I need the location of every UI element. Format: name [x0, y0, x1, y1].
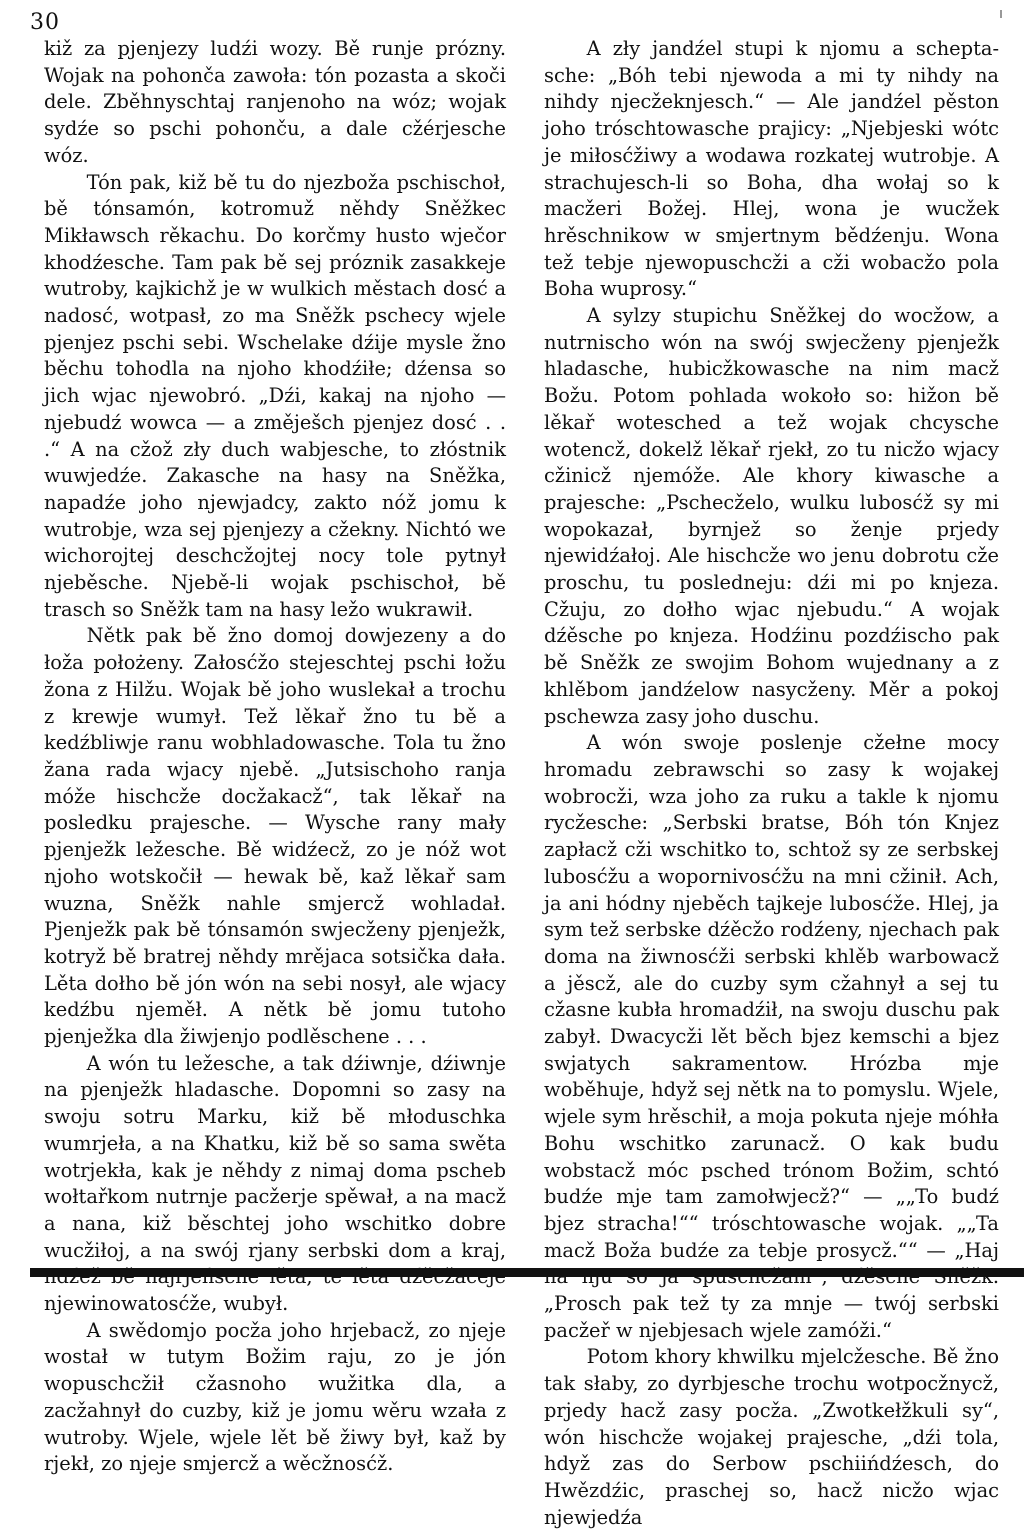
margin-mark — [1000, 10, 1002, 18]
paragraph: A wón tu ležesche, a tak dźiwnje, dźiwnje na pjenježk hladasche. Dopomni so zasy na swoju sotru Marku, kiž bě młoduschka wumrjeła, a na Khatku, kiž bě so sama swěta wotrjekła, kak je něhdy z nimaj doma pscheb wołtařkom nutrnje pacžerje spěwał, a na macž a nana, kiž běschtej joho wschitko dobre wucžiłoj, a na swój rjany serbski dom a kraj, njewinowatosćže, wubył. — [44, 1051, 506, 1316]
paragraph: Tón pak, kiž bě tu do njezboža pschischoł, bě tónsamón, kotromuž něhdy Sněžkec Mikławsch rěkachu. Do korčmy husto wječor khodźesche. Tam pak bě sej próznik zasakkeje wutroby, kajkichž je w wulkich městach dosć a nadosć, wotpasł, zo ma Sněžk pschecy wjele pjenjez pschi sebi. Wschelake dźije mysle žno běchu tohodla na njoho khodźiłe; dźensa so jich wjac njewobró. „Dźi, kakaj na njoho — njebudź wowca — a změješch pjenjez dosć . . .“ A na cžož zły duch wabjesche, to złóstnik wuwjedźe. Zakasche na hasy na Sněžka, napadźe joho njewjadcy, zakto nóž jomu k wutrobje, wza sej pjenjezy a cžekny. Nichtó we wichorojtej deschcžojtej nocy tole pytnył njeběsche. Njebě-li wojak pschischoł, bě trasch so Sněžk tam na hasy ležo wukrawił. — [44, 170, 506, 621]
left-column — [44, 36, 506, 1478]
paragraph: A wón swoje poslenje cžełne mocy hromadu zebrawschi so zasy k wojakej wobrocži, wza joho za ruku a takle k njomu rycžesche: „Serbski bratse, Bóh tón Knjez zapłacž cži wschitko to, schtož sy ze serbskej lubosćžu a wopornivosćžu na mni cžinił. Ach, ja ani hódny njeběch tajkeje lubosćže. Hlej, ja sym tež serbske dźěcžo rodźeny, njechach pak doma na žiwnosćži serbski khlěb warbowacž a jěscž, ale do cuzby sym cžahnył a sej tu cžasne kubła hromadźił, na swoju duschu pak zabył. Dwacycži lět běch bjez kemschi a bjez swjatych sakramentow. Hrózba mje woběhuje, hdyž sej nětk na to pomyslu. Wjele, wjele sym hrěschił, a moja pokuta njeje móhła Bohu wschitko zarunacž. O kak budu wobstacž móc psched trónom Božim, schtó budźe mje tam zamołwjecž?“ — „„To budź bjez stracha!““ tróschtowasche wojak. „„Ta macž Boža budźe za tebje prosycž.““ — „Haj „Prosch pak tež ty za mnje — twój serbski pacžeř w njebjesach wjele zamóži.“ — [544, 731, 999, 1342]
right-column — [544, 36, 999, 1531]
paragraph: A swědomjo pocža joho hrjebacž, zo njeje wostał w tutym Božim raju, zo je jón wopuschcžił cžasnoho wužitka dla, a zacžahnył do cuzby, kiž je jomu wěru wzała z wutroby. Wjele, wjele lět bě žiwy był, kaž by rjekł, zo njeje smjercž a wěcžnosćž. — [44, 1318, 506, 1476]
paragraph: Potom khory khwilku mjelcžesche. Bě žno tak słaby, zo dyrbjesche trochu wotpocžnycž, prjedy hacž zasy pocža. „Zwotkełžkuli sy“, wón hischcže wojakej prajesche, „dźi tola, hdyž zas do Serbow pschiińdźesch, do Hwězdźic, praschej so, hacž nicžo wjac njewjedźa — [544, 1345, 999, 1529]
page-number: 30 — [30, 10, 60, 35]
bottom-rule — [30, 1268, 1024, 1277]
paragraph: Nětk pak bě žno domoj dowjezeny a do łoža położeny. Załosćžo stejeschtej pschi łožu žona z Hilžu. Wojak bě joho wuslekał a trochu z krewje wumył. Tež lěkař žno tu bě a kedźbliwje ranu wobhladowasche. Tola tu žno žana rada wjacy njebě. „Jutsischoho ranja móže hischcže docžakacž“, tak lěkař na posledku prajesche. — Wysche rany mały pjenježk ležesche. Bě widźecž, zo je nóž wot njoho wotskočił — hewak bě, kaž lěkař sam wuzna, Sněžk nahle smjercž wohladał. Pjenježk pak bě tónsamón swjecženy pjenježk, kotryž bě bratrej něhdy mrějaca sotsička dała. Lěta dołho bě jón wón na sebi nosył, ale wjacy kedźbu njeměł. A nětk bě jomu tutoho pjenježka dla žiwjenjo podlěschene . . . — [44, 624, 506, 1049]
paragraph: A sylzy stupichu Sněžkej do wocžow, a nutrnischo wón na swój swjecženy pjenježk hladasche, hubicžkowasche na nim macž Božu. Potom pohlada wokoło so: hižon bě lěkař wotesched a tež wojak chcysche wotencž, dokelž lěkař rjekł, zo tu nicžo wjacy cžinicž njemóže. Ale khory kiwasche a prajesche: „Pschecželo, wulku lubosćž sy mi wopokazał, byrnjež so ženje prjedy njewidźałoj. Ale hischcže wo jenu dobrotu cže proschu, tu posledneju: dźi mi po knjeza. Cžuju, zo dołho wjac njebudu.“ A wojak dźěsche po knjeza. Hodźinu pozdźischo pak bě Sněžk ze swojim Bohom wujednany a z khlěbom jandźelow nasycženy. Měr a pokoj pschewza zasy joho duschu. — [544, 304, 999, 728]
paragraph: kiž za pjenjezy ludźi wozy. Bě runje prózny. Wojak na pohonča zawoła: tón pozasta a skoči dele. Zběhnyschtaj ranjenoho na wóz; wojak sydźe so pschi pohonču, a dale cžérjesche wóz. — [44, 37, 506, 167]
paragraph: A zły jandźel stupi k njomu a scheptasche: „Bóh tebi njewoda a mi ty nihdy na nihdy njecžeknjesch.“ — Ale jandźel pěston joho tróschtowasche prajicy: „Njebjeski wótc je miłosćžiwy a wodawa rozkatej wutrobje. A strachujesch-li so Boha, dha wołaj so k macžeri Božej. Hlej, wona je wucžek hrěschnikow w smjertnym bědźenju. Wona tež tebje njewopuschcži a cži wobacžo pola Boha wuprosy.“ — [544, 37, 999, 301]
